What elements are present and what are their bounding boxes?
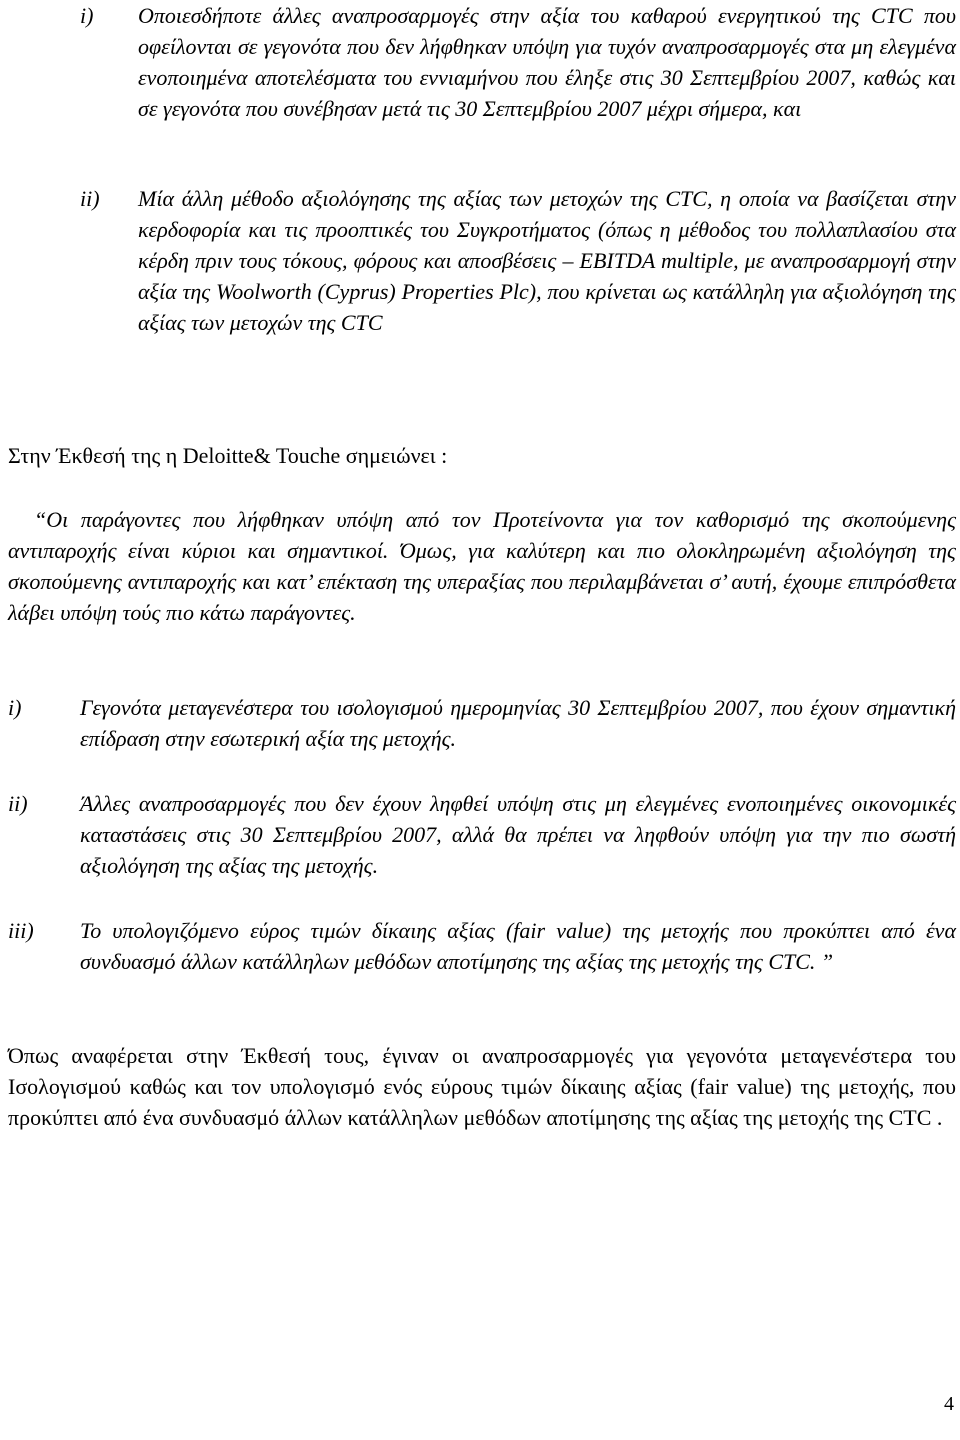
list-label: ii) [80,186,100,211]
quote-list-item-iii [8,915,956,977]
list-item-ii [80,183,956,338]
list-item-text: Άλλες αναπροσαρμογές που δεν έχουν ληφθεί υπόψη στις μη ελεγμένες ενοποιημένες οικονομικές καταστάσεις στις 30 Σεπτεμβρίου 2007, αλλά θα πρέπει να ληφθούν υπόψη για την πιο σωστή αξιολόγηση της αξίας της μετοχής. [80,791,956,878]
list-item-text: Μία άλλη μέθοδο αξιολόγησης της αξίας των μετοχών της CTC, η οποία να βασίζεται στην κερδοφορία και τις προοπτικές του Συγκροτήματος (όπως η μέθοδος του πολλαπλασίου στα κέρδη πριν τους τόκους, φόρους και αποσβέσεις – EBITDA multiple, με αναπροσαρμογή στην αξία της Woolworth (Cyprus) Properties Plc), που κρίνεται ως κατάλληλη για αξιολόγηση της αξίας των μετοχών της CTC [138,186,956,335]
list-item-text: Γεγονότα μεταγενέστερα του ισολογισμού ημερομηνίας 30 Σεπτεμβρίου 2007, που έχουν σημαντική επίδραση στην εσωτερική αξία της μετοχής. [80,695,956,751]
list-label: iii) [8,918,34,943]
list-label: i) [80,3,94,28]
list-label: i) [8,695,22,720]
list-item-text: Οποιεσδήποτε άλλες αναπροσαρμογές στην αξία του καθαρού ενεργητικού της CTC που οφείλονται σε γεγονότα που δεν λήφθηκαν υπόψη για τυχόν αναπροσαρμογές στα μη ελεγμένα ενοποιημένα αποτελέσματα του εννιαμήνου που έληξε στις 30 Σεπτεμβρίου 2007, καθώς και σε γεγονότα που συνέβησαν μετά τις 30 Σεπτεμβρίου 2007 μέχρι σήμερα, και [138,3,956,121]
quote-paragraph: “Οι παράγοντες που λήφθηκαν υπόψη από τον Προτείνοντα για τον καθορισμό της σκοπούμενης αντιπαροχής είναι κύριοι και σημαντικοί. Όμως, για καλύτερη και πιο ολοκληρωμένη αξιολόγηση της σκοπούμενης αντιπαροχής και κατ’ επέκταση της υπεραξίας που περιλαμβάνεται σ’ αυτή, έχουμε επιπρόσθετα λάβει υπόψη τούς πιο κάτω παράγοντες. [8,507,956,625]
list-label: ii) [8,791,28,816]
quote-list-item-i [8,692,956,754]
statement-paragraph: Στην Έκθεσή της η Deloitte& Touche σημειώνει : [8,443,448,468]
list-item-text: Το υπολογιζόμενο εύρος τιμών δίκαιης αξίας (fair value) της μετοχής που προκύπτει από ένα συνδυασμό άλλων κατάλληλων μεθόδων αποτίμησης της αξίας της μετοχής της CTC. ” [80,918,956,974]
quote-list-item-ii [8,788,956,881]
list-item-i [80,0,956,124]
closing-paragraph: Όπως αναφέρεται στην Έκθεσή τους, έγιναν οι αναπροσαρμογές για γεγονότα μεταγενέστερα του Ισολογισμού καθώς και τον υπολογισμό ενός εύρους τιμών δίκαιης αξίας (fair value) της μετοχής, που προκύπτει από ένα συνδυασμό άλλων κατάλληλων μεθόδων αποτίμησης της αξίας της μετοχής της CTC . [8,1043,956,1130]
page-number: 4 [944,1393,954,1415]
